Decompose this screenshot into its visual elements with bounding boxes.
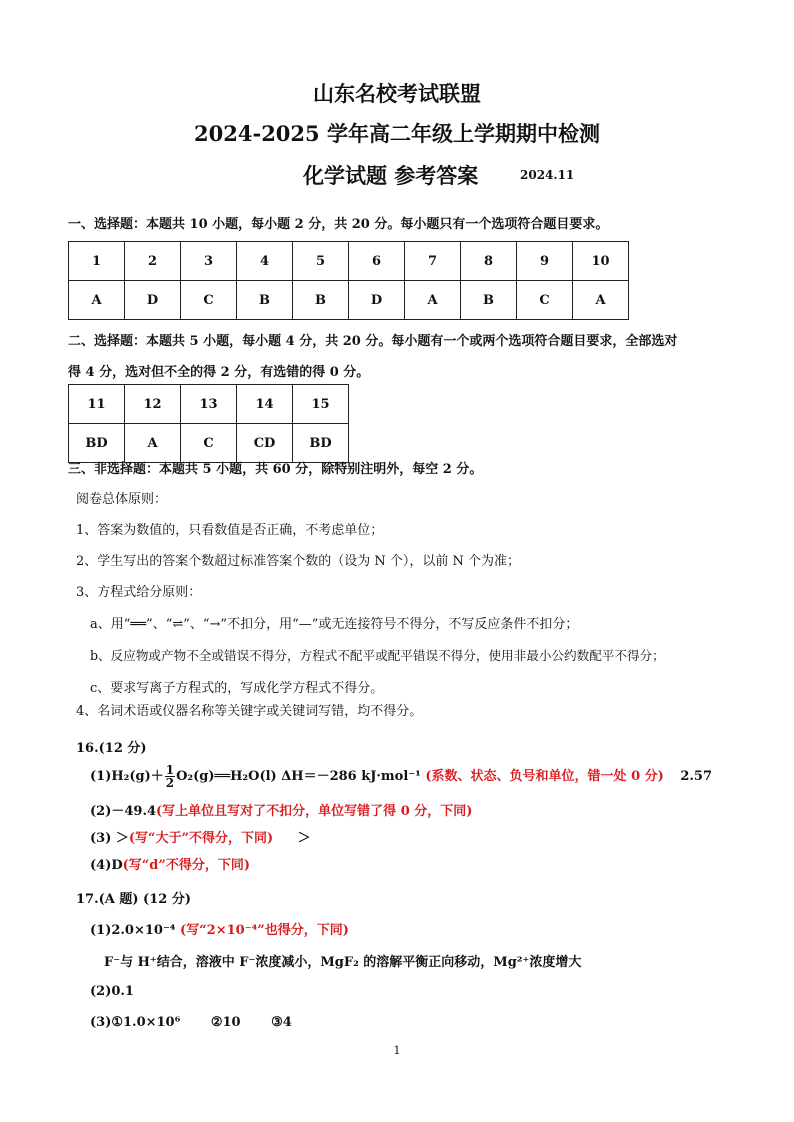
fraction-numerator: 1 (165, 763, 175, 777)
table-cell: 4 (237, 242, 293, 281)
rule-3b: b、反应物或产物不全或错误不得分，方程式不配平或配平错误不得分，使用非最小公约数配平不得分； (90, 648, 665, 663)
table-cell: B (461, 281, 517, 320)
q16-answer-3 (90, 827, 311, 846)
rule-3a: a、用“══”、“⇌”、“→”不扣分，用“—”或无连接符号不得分，不写反应条件不扣分； (90, 617, 579, 632)
rule-3c: c、要求写离子方程式的，写成化学方程式不得分。 (90, 681, 384, 696)
q16-answer-1 (90, 764, 712, 790)
table-cell: D (349, 281, 405, 320)
table-cell: C (181, 424, 237, 463)
fraction-one-half (165, 764, 175, 789)
q16-a4-note: (写“d”不得分，下同) (122, 858, 250, 873)
q16-a1-prefix: (1)H₂(g)＋ (90, 769, 164, 784)
section1-number-row (69, 242, 629, 281)
table-cell: 1 (69, 242, 125, 281)
q16-title: 16.(12 分) (76, 741, 147, 756)
rule-4: 4、名词术语或仪器名称等关键字或关键词写错，均不得分。 (76, 704, 423, 719)
q16-a3-note: (写“大于”不得分，下同) (128, 831, 274, 846)
q16-a2-note: (写上单位且写对了不扣分，单位写错了得 0 分，下同) (156, 804, 473, 819)
table-cell: 2 (125, 242, 181, 281)
q16-answer-2 (90, 800, 472, 819)
table-cell: 8 (461, 242, 517, 281)
table-cell: A (69, 281, 125, 320)
section1-table (68, 241, 629, 320)
table-cell: A (573, 281, 629, 320)
q16-a2-value: (2)－49.4 (90, 804, 157, 819)
table-cell: B (237, 281, 293, 320)
q17-a1-explanation: F⁻与 H⁺结合，溶液中 F⁻浓度减小，MgF₂ 的溶解平衡正向移动，Mg²⁺浓度增大 (104, 955, 582, 970)
table-cell: BD (293, 424, 349, 463)
section3-heading: 三、非选择题：本题共 5 小题，共 60 分，除特别注明外，每空 2 分。 (68, 462, 483, 477)
section2-number-row (69, 385, 349, 424)
page-number: 1 (393, 1044, 401, 1057)
rule-1: 1、答案为数值的，只看数值是否正确，不考虑单位； (76, 523, 384, 538)
q16-a1-extra: 2.57 (680, 769, 712, 784)
table-cell: 3 (181, 242, 237, 281)
table-cell: 15 (293, 385, 349, 424)
q17-a1-value: (1)2.0×10⁻⁴ (90, 923, 176, 938)
section2-heading-line1: 二、选择题：本题共 5 小题，每小题 4 分，共 20 分。每小题有一个或两个选项符合题目要求，全部选对 (68, 334, 678, 349)
table-cell: D (125, 281, 181, 320)
q17-answer-1 (90, 919, 349, 938)
table-cell: C (181, 281, 237, 320)
table-cell: 7 (405, 242, 461, 281)
q17-title: 17.(A 题) (12 分) (76, 892, 191, 907)
header-title-2: 2024-2025 学年高二年级上学期期中检测 (194, 121, 600, 146)
q16-a3-value: (3) ＞ (90, 831, 129, 846)
section2-heading-line2: 得 4 分，选对但不全的得 2 分，有选错的得 0 分。 (68, 365, 370, 380)
section1-answer-row (69, 281, 629, 320)
table-cell: B (293, 281, 349, 320)
rule-3: 3、方程式给分原则： (76, 585, 202, 600)
table-cell: 12 (125, 385, 181, 424)
table-cell: A (405, 281, 461, 320)
q16-a3-extra: ＞ (297, 831, 311, 846)
q16-a1-mid: O₂(g)══H₂O(l) ΔH＝－286 kJ·mol⁻¹ (176, 769, 421, 784)
table-cell: 13 (181, 385, 237, 424)
table-cell: CD (237, 424, 293, 463)
header-title-1: 山东名校考试联盟 (313, 81, 481, 106)
table-cell: 9 (517, 242, 573, 281)
q17-a3-part2: ②10 (210, 1015, 241, 1030)
header-date: 2024.11 (520, 168, 575, 182)
q17-a3-part3: ③4 (271, 1015, 292, 1030)
table-cell: BD (69, 424, 125, 463)
q17-answer-2: (2)0.1 (90, 984, 134, 999)
q16-answer-4 (90, 854, 250, 873)
table-cell: 11 (69, 385, 125, 424)
section1-heading: 一、选择题：本题共 10 小题，每小题 2 分，共 20 分。每小题只有一个选项符合题目要求。 (68, 217, 609, 232)
table-cell: A (125, 424, 181, 463)
q16-a1-note: (系数、状态、负号和单位，错一处 0 分) (425, 769, 664, 784)
q17-a3-part1: (3)①1.0×10⁶ (90, 1015, 181, 1030)
table-cell: 14 (237, 385, 293, 424)
q17-answer-3 (90, 1015, 292, 1030)
table-cell: C (517, 281, 573, 320)
section2-answer-row (69, 424, 349, 463)
table-cell: 5 (293, 242, 349, 281)
principles-title: 阅卷总体原则： (76, 492, 168, 507)
section2-table (68, 384, 349, 463)
table-cell: 10 (573, 242, 629, 281)
header-title-3: 化学试题 参考答案 (303, 163, 479, 188)
q17-a1-note: (写“2×10⁻⁴”也得分，下同) (180, 923, 349, 938)
fraction-denominator: 2 (165, 776, 175, 790)
rule-2: 2、学生写出的答案个数超过标准答案个数的（设为 N 个），以前 N 个为准； (76, 554, 521, 569)
q16-a4-value: (4)D (90, 858, 123, 873)
table-cell: 6 (349, 242, 405, 281)
